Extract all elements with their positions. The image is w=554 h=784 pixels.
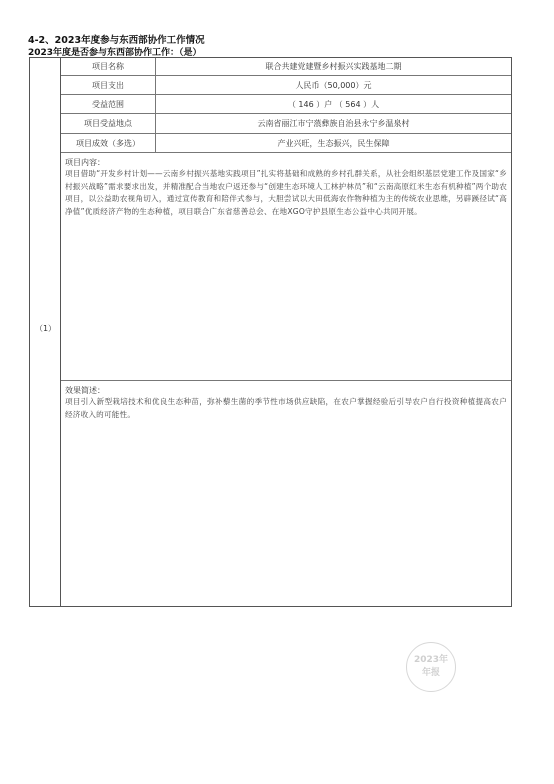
annual-report-stamp (406, 642, 456, 692)
project-table (29, 57, 512, 607)
effect-section (61, 381, 511, 606)
project-content-section (61, 153, 511, 381)
row-beneficiary-location (61, 114, 511, 134)
effect-title: 效果简述： (65, 386, 105, 395)
effect-text: 项目引入新型栽培技术和优良生态种苗，弥补藜生菌的季节性市场供应缺陷，在农户掌握经验后引导农户自行投资种植提高农户经济收入的可能性。 (65, 397, 507, 419)
row-project-outcomes (61, 134, 511, 153)
project-content-title: 项目内容： (65, 158, 105, 167)
document-subheading: 2023年度是否参与东西部协作工作：（是） (28, 48, 202, 58)
row-label: 项目支出 (61, 76, 156, 94)
row-value: （ 146 ）户 （ 564 ）人 (287, 99, 380, 109)
row-label: 受益范围 (61, 95, 156, 113)
row-value: 云南省丽江市宁蒗彝族自治县永宁乡温泉村 (257, 119, 410, 128)
row-label: 项目受益地点 (61, 114, 156, 133)
row-project-expense (61, 76, 511, 95)
row-value: 产业兴旺，生态振兴，民生保障 (277, 138, 390, 148)
row-value: 人民币（50,000）元 (295, 80, 372, 90)
row-label: 项目名称 (61, 58, 156, 75)
stamp-year: 2023年 (413, 655, 449, 665)
row-project-name (61, 58, 511, 76)
row-beneficiary-scope (61, 95, 511, 114)
index-column (30, 58, 61, 606)
row-label: 项目成效（多选） (61, 134, 156, 152)
project-content-text: 项目借助“开发乡村计划——云南乡村振兴基地实践项目”扎实将基础和成熟的乡村孔群关系，从社会组织基层党建工作及国家“乡村振兴战略”需求要求出发，并精准配合当地农户返还参与“创建生态环境人工林护林员”和“云南高原红米生态有机种植”两个助农项目，以公益助农视角切入，通过宣传教育和陪伴式参与，大胆尝试以大田低海农作物种植为主的传统农业思维，另辟蹊径试“高净值”优质经济产物的生态种植，项目联合广东省慈善总会、在地XGO守护县原生态公益中心共同开展。 (65, 169, 507, 216)
row-value: 联合共建党建暨乡村振兴实践基地二期 (265, 62, 402, 71)
stamp-label: 年报 (421, 668, 440, 678)
document-heading: 4-2、2023年度参与东西部协作工作情况 (28, 35, 205, 46)
entry-index: （1） (34, 324, 57, 333)
